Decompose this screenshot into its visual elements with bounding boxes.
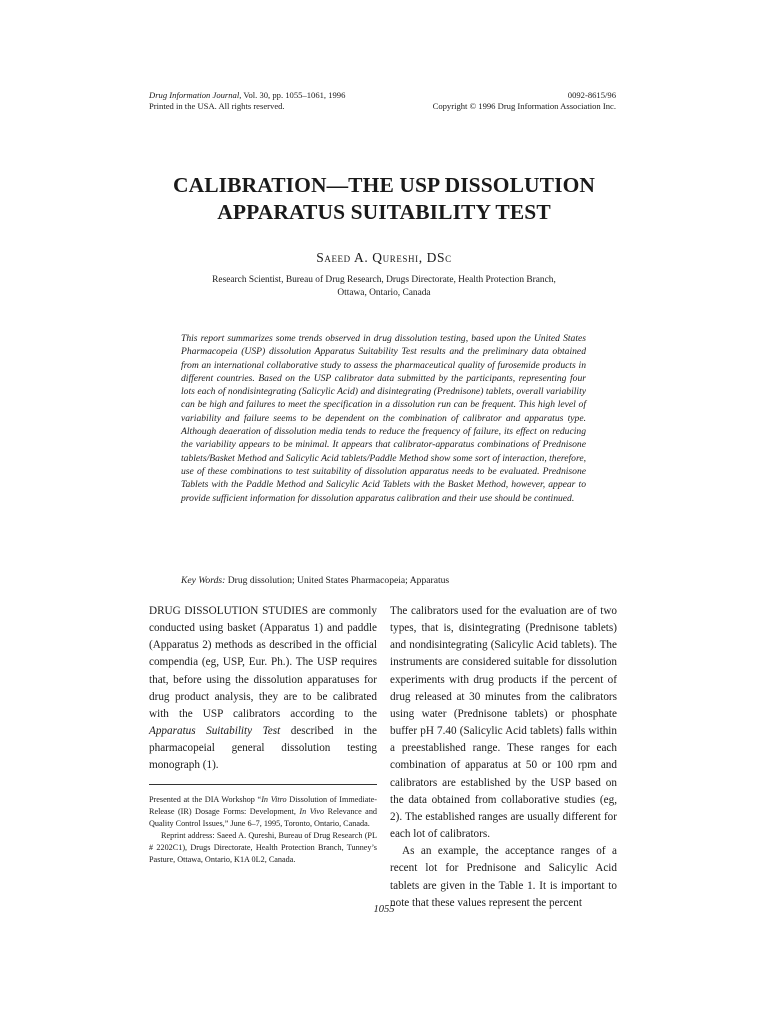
footnote-divider — [149, 784, 377, 785]
body-text: are commonly conducted using basket (Apparatus 1) and paddle (Apparatus 2) methods as described in the official compendia (eg, USP, Eur. Ph.). The USP requires that, before using the dissolution apparatuses for drug product analysis, they are to be calibrated with the USP calibrators according to the — [149, 605, 378, 720]
volume-pages: , Vol. 30, pp. 1055–1061, 1996 — [239, 90, 346, 100]
keywords-label: Key Words: — [181, 575, 226, 586]
body-paragraph — [149, 603, 377, 775]
running-header-left — [149, 90, 345, 112]
footnote-text: Dissolution of Immediate-Release (IR) Dosage Forms: Development, — [149, 795, 377, 817]
author-affiliation — [150, 274, 618, 300]
article-title — [100, 172, 668, 226]
journal-name: Drug Information Journal — [149, 90, 240, 100]
keywords — [181, 574, 586, 587]
footnote-reprint-address: Reprint address: Saeed A. Qureshi, Bureau of Drug Research (PL # 2202C1), Drugs Directorate, Health Protection Branch, Tunney’s Pasture, Ottawa, Ontario, K1A 0L2, Canada. — [149, 831, 377, 865]
footnote-text: Presented at the DIA Workshop “ — [149, 795, 262, 804]
footnote-presentation — [149, 794, 377, 830]
body-paragraph: The calibrators used for the evaluation are of two types, that is, disintegrating (Prednisone tablets) and nondisintegrating (Salicylic Acid tablets). The instruments are considered suitable for dissolution experiments with drug products if the percent of drug released at 30 minutes from the calibrators using water (Prednisone tablets) or phosphate buffer pH 7.40 (Salicylic Acid tablets) falls within a preestablished range. These ranges for each combination of apparatus at 50 or 100 rpm and calibrators are established by the USP based on the data obtained from collaborative studies (eg, 2). The established ranges are usually different for each lot of calibrators. — [390, 605, 617, 841]
footnote-text: Relevance and Quality Control Issues,” June 6–7, 1995, Toronto, Ontario, Canada. — [149, 807, 378, 829]
body-column-right — [390, 603, 617, 912]
footnote-italic: In Vitro — [261, 795, 287, 804]
printed-notice: Printed in the USA. All rights reserved. — [149, 101, 285, 111]
title-line-1: CALIBRATION—THE USP DISSOLUTION — [172, 173, 596, 197]
journal-citation — [149, 90, 345, 101]
footnotes — [149, 794, 377, 867]
author-name: Saeed A. Qureshi, DSc — [316, 250, 452, 265]
title-line-2: APPARATUS SUITABILITY TEST — [217, 200, 551, 224]
footnote-italic: In Vivo — [299, 807, 325, 817]
copyright-notice: Copyright © 1996 Drug Information Association Inc. — [432, 101, 616, 111]
body-text-end: described in the pharmacopeial general dissolution testing monograph (1). — [149, 725, 377, 772]
body-italic: Apparatus Suitability Test — [149, 725, 281, 738]
abstract: This report summarizes some trends observed in drug dissolution testing, based upon the United States Pharmacopeia (USP) dissolution Apparatus Suitability Test results and the preliminary data obtained from an international collaborative study to assess the pharmaceutical quality of furosemide products in different countries. Based on the USP calibrator data submitted by the participants, representing four lots each of nondisintegrating (Salicylic Acid) and disintegrating (Prednisone) tablets, overall variability can be high and failures to meet the specification in a dissolution run can be frequent. This high level of variability and failure seems to be dependent on the combination of calibrator and apparatus type. Although deaeration of dissolution media tends to reduce the frequency of failure, its effect on reducing the variability appears to be minimal. It appears that calibrator-apparatus combinations of Prednisone tablets/Basket Method and Salicylic Acid tablets/Paddle Method show some sort of interaction, therefore, use of these combinations to test suitability of dissolution apparatus needs to be evaluated. Prednisone Tablets with the Paddle Method and Salicylic Acid Tablets with the Basket Method, however, appear to provide sufficient information for dissolution apparatus calibration and their use should be continued. — [181, 333, 586, 504]
lead-in: DRUG DISSOLUTION STUDIES — [149, 605, 309, 617]
body-column-left — [149, 603, 377, 775]
page-number: 1055 — [373, 904, 395, 915]
keywords-text: Drug dissolution; United States Pharmacopeia; Apparatus — [225, 575, 450, 586]
affiliation-line-2: Ottawa, Ontario, Canada — [337, 288, 431, 298]
body-paragraph: As an example, the acceptance ranges of a recent lot for Prednisone and Salicylic Acid tablets are given in the Table 1. It is important to note that these values represent the percent — [390, 845, 617, 909]
affiliation-line-1: Research Scientist, Bureau of Drug Research, Drugs Directorate, Health Protection Branch, — [212, 275, 556, 285]
running-header-right — [433, 90, 616, 112]
issn: 0092-8615/96 — [567, 90, 616, 100]
